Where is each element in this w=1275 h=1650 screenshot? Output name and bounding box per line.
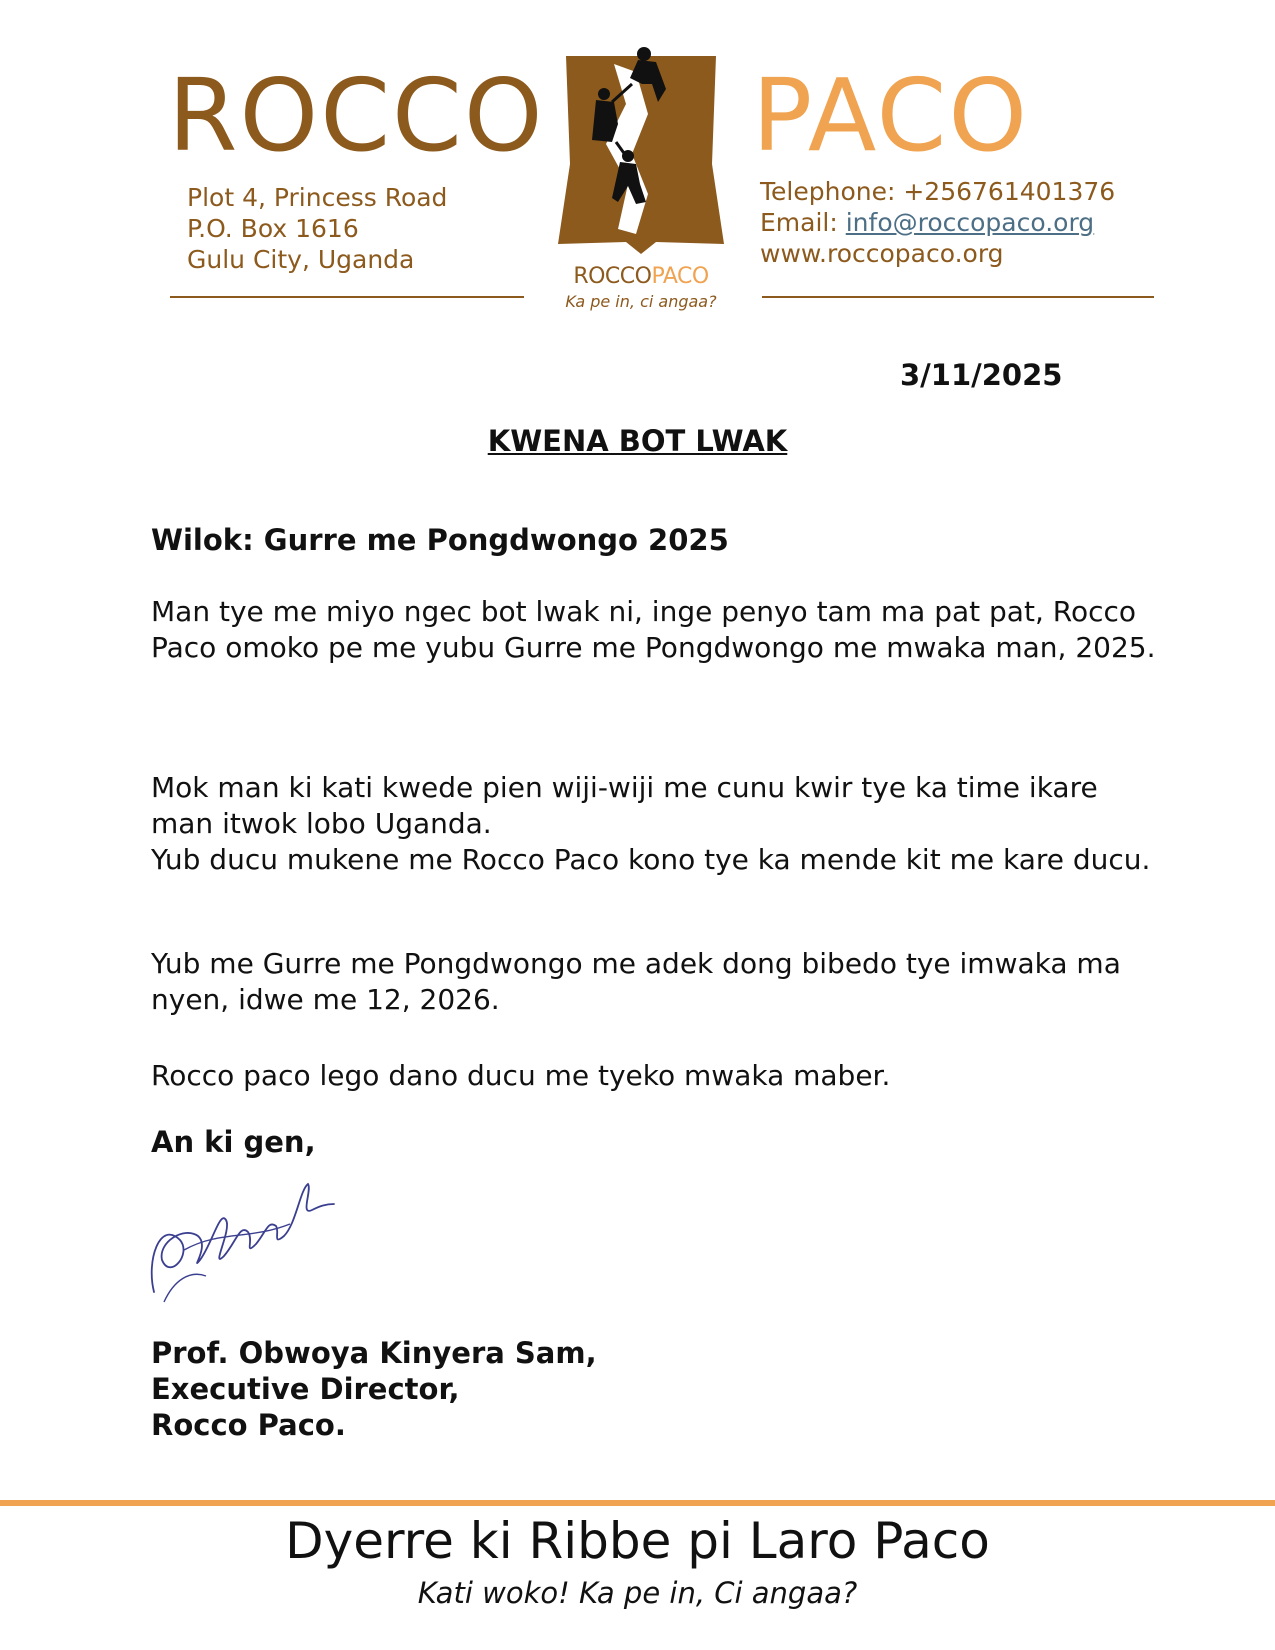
paragraph-4: Rocco paco lego dano ducu me tyeko mwaka maber. <box>151 1059 891 1092</box>
signer-title: Executive Director, <box>151 1372 460 1406</box>
letter-subject: Wilok: Gurre me Pongdwongo 2025 <box>151 523 729 557</box>
footer-tagline: Kati woko! Ka pe in, Ci angaa? <box>417 1576 858 1610</box>
footer-title: Dyerre ki Ribbe pi Laro Paco <box>285 1512 990 1570</box>
letterhead-divider-left <box>170 296 524 298</box>
logo-wordmark-paco: PACO <box>651 264 709 289</box>
letter-heading: KWENA BOT LWAK <box>487 424 788 458</box>
telephone-line <box>760 176 1115 207</box>
paragraph-1: Man tye me miyo ngec bot lwak ni, inge penyo tam ma pat pat, Rocco Paco omoko pe me yubu Gurre me Pongdwongo me mwaka man, 2025. <box>151 595 1156 664</box>
logo-wordmark-rocco: ROCCO <box>573 264 652 289</box>
contact-block <box>760 176 1115 269</box>
telephone-number: +256761401376 <box>903 177 1116 206</box>
address-block <box>187 182 447 275</box>
logo-emblem-icon <box>556 44 726 254</box>
signer-name: Prof. Obwoya Kinyera Sam, <box>151 1336 597 1370</box>
paragraph-3: Yub me Gurre me Pongdwongo me adek dong bibedo tye imwaka ma nyen, idwe me 12, 2026. <box>151 947 1121 1016</box>
address-line-3: Gulu City, Uganda <box>187 245 415 274</box>
signer-block <box>151 1335 597 1443</box>
email-label: Email: <box>760 208 846 237</box>
brand-name-right: PACO <box>752 57 1030 174</box>
email-line <box>760 207 1115 238</box>
website-text: www.roccopaco.org <box>760 239 1004 268</box>
logo-tagline: Ka pe in, ci angaa? <box>565 292 717 311</box>
closing-salutation: An ki gen, <box>151 1125 316 1159</box>
brand-name-left: ROCCO <box>168 57 545 174</box>
signature-image <box>140 1180 340 1310</box>
telephone-label: Telephone: <box>760 177 904 206</box>
paragraph-2 <box>151 770 1161 878</box>
email-link[interactable]: info@roccopaco.org <box>845 208 1095 237</box>
address-line-2: P.O. Box 1616 <box>187 214 359 243</box>
logo-wordmark <box>546 264 736 289</box>
paragraph-2-line-b: Yub ducu mukene me Rocco Paco kono tye ka mende kit me kare ducu. <box>151 843 1151 876</box>
letter-date: 3/11/2025 <box>900 358 1063 392</box>
paragraph-2-line-a: Mok man ki kati kwede pien wiji-wiji me cunu kwir tye ka time ikare man itwok lobo Uganda. <box>151 771 1098 840</box>
footer-divider <box>0 1500 1275 1506</box>
letterhead-divider-right <box>762 296 1154 298</box>
address-line-1: Plot 4, Princess Road <box>187 183 448 212</box>
signer-organization: Rocco Paco. <box>151 1408 346 1442</box>
